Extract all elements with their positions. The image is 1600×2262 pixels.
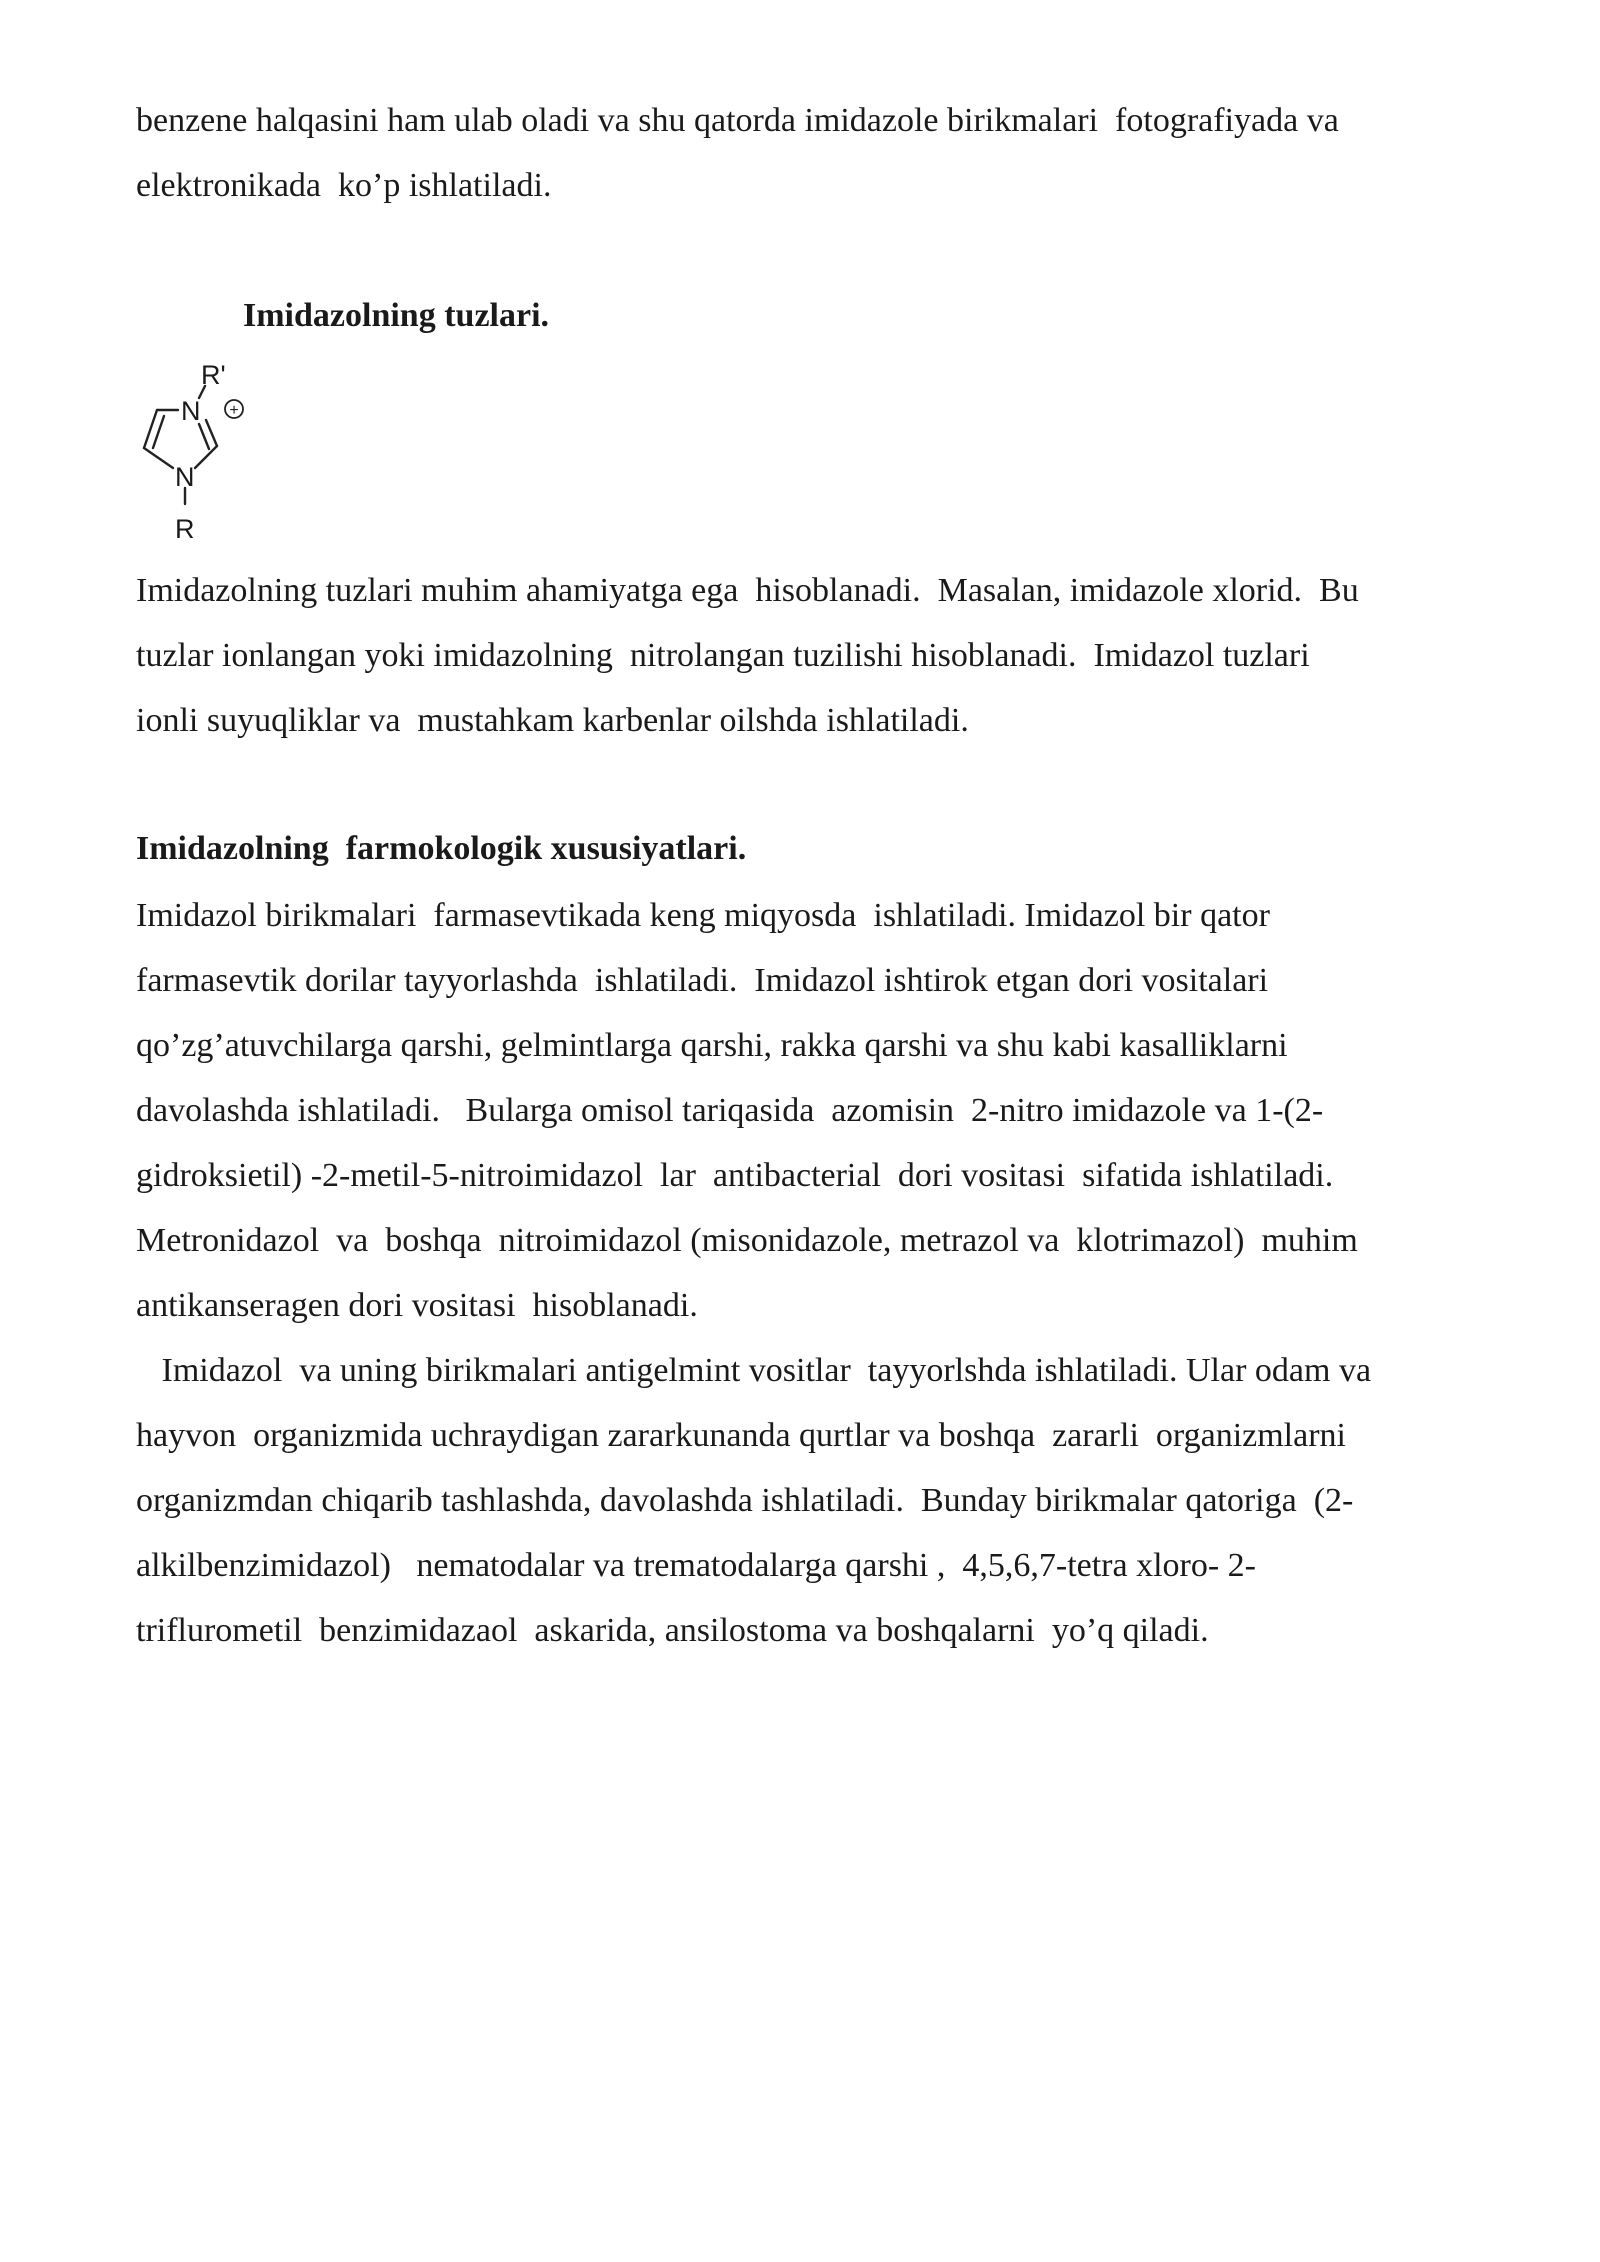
text-line: farmasevtik dorilar tayyorlashda ishlatiladi. Imidazol ishtirok etgan dori vositalari (136, 962, 1269, 999)
positive-charge-icon (225, 400, 243, 419)
text-line: hayvon organizmida uchraydigan zararkunanda qurtlar va boshqa zararli organizmlarni (136, 1417, 1346, 1454)
paragraph-salts-description (136, 558, 1516, 753)
text-line: Metronidazol va boshqa nitroimidazol (misonidazole, metrazol va klotrimazol) muhim (136, 1222, 1358, 1259)
text-line: benzene halqasini ham ulab oladi va shu qatorda imidazole birikmalari fotografiyada va (136, 102, 1339, 139)
imidazolium-structure-diagram (133, 354, 263, 549)
heading-imidazole-salts: Imidazolning tuzlari. (243, 297, 550, 334)
bond-double (153, 416, 164, 448)
label-r: R (175, 514, 195, 544)
svg-text:+: + (229, 402, 239, 419)
text-line: qo’zg’atuvchilarga qarshi, gelmintlarga qarshi, rakka qarshi va shu kabi kasalliklarni (136, 1027, 1288, 1064)
paragraph-pharmaceutical-use (136, 883, 1516, 1338)
text-line: elektronikada ko’p ishlatiladi. (136, 167, 552, 204)
text-line: antikanseragen dori vositasi hisoblanadi. (136, 1287, 698, 1324)
paragraph-anthelmintic-use (136, 1338, 1516, 1663)
text-line: Imidazolning tuzlari muhim ahamiyatga ega hisoblanadi. Masalan, imidazole xlorid. Bu (136, 572, 1359, 609)
bond (206, 420, 217, 446)
label-r-prime: R' (201, 360, 226, 390)
text-line: tuzlar ionlangan yoki imidazolning nitrolangan tuzilishi hisoblanadi. Imidazol tuzlari (136, 637, 1310, 674)
paragraph-benzene (136, 88, 1516, 218)
text-line: Imidazol va uning birikmalari antigelmint vositlar tayyorlshda ishlatiladi. Ular odam va (136, 1352, 1372, 1389)
text-line: gidroksietil) -2-metil-5-nitroimidazol lar antibacterial dori vositasi sifatida ishlatiladi. (136, 1157, 1334, 1194)
bond (195, 446, 217, 468)
text-line: ionli suyuqliklar va mustahkam karbenlar oilshda ishlatiladi. (136, 702, 969, 739)
bond-double (199, 424, 209, 449)
text-line: davolashda ishlatiladi. Bularga omisol tariqasida azomisin 2-nitro imidazole va 1-(2- (136, 1092, 1324, 1129)
text-line: triflurometil benzimidazaol askarida, ansilostoma va boshqalarni yo’q qiladi. (136, 1612, 1209, 1649)
heading-pharmacological-properties: Imidazolning farmokologik xususiyatlari. (136, 830, 747, 867)
text-line: Imidazol birikmalari farmasevtikada keng miqyosda ishlatiladi. Imidazol bir qator (136, 897, 1270, 934)
label-n1: N (175, 462, 195, 492)
bond (144, 448, 173, 468)
text-line: organizmdan chiqarib tashlashda, davolashda ishlatiladi. Bunday birikmalar qatoriga (2- (136, 1482, 1354, 1519)
label-n3: N (181, 396, 201, 426)
text-line: alkilbenzimidazol) nematodalar va trematodalarga qarshi , 4,5,6,7-tetra xloro- 2- (136, 1547, 1257, 1584)
